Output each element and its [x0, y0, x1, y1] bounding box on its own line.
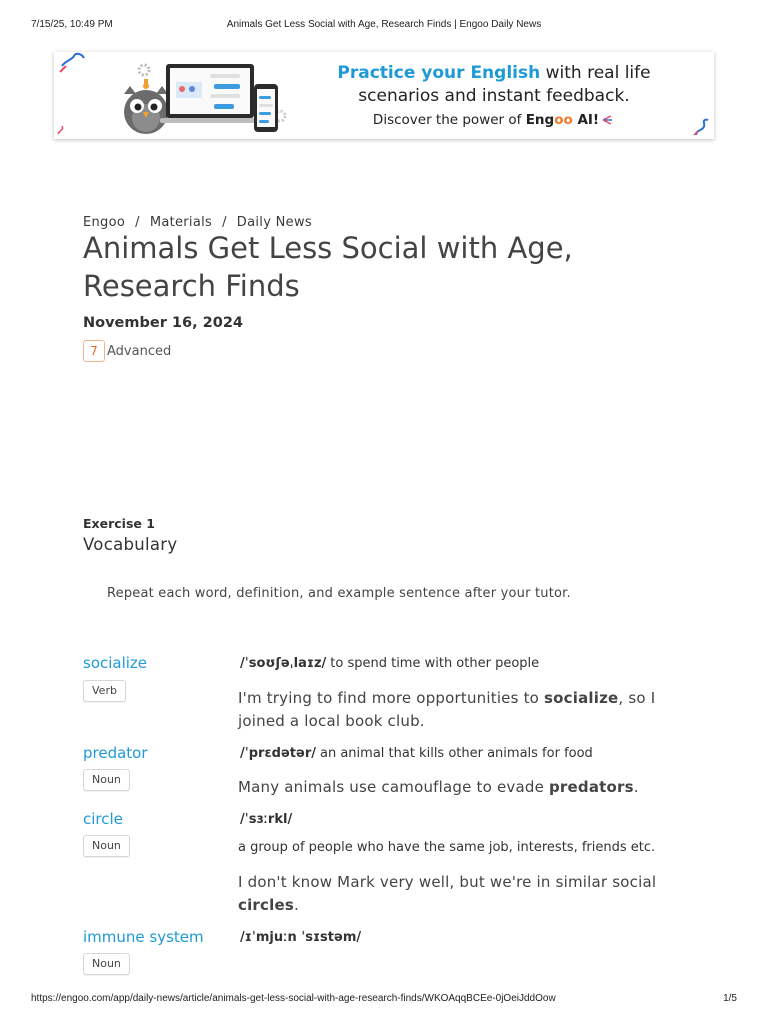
- print-footer: [0, 993, 768, 1007]
- article-date: November 16, 2024: [83, 315, 243, 331]
- exercise-number: Exercise 1: [83, 516, 155, 531]
- part-of-speech-tag: Noun: [83, 835, 130, 857]
- level-number: 7: [83, 340, 105, 362]
- print-document-title: Animals Get Less Social with Age, Research Finds | Engoo Daily News: [226, 19, 542, 30]
- print-header: [0, 19, 768, 33]
- example-keyword: circles: [238, 896, 294, 914]
- squiggle-decoration-icon: [692, 117, 712, 137]
- sparkle-icon: [601, 114, 615, 126]
- engoo-ai-banner[interactable]: [54, 52, 714, 139]
- vocab-word[interactable]: socialize: [83, 654, 148, 672]
- print-url: https://engoo.com/app/daily-news/article/animals-get-less-social-with-age-research-finds/WKOAqqBCEe-0jOeiJddOow: [31, 993, 556, 1004]
- banner-illustration: [54, 52, 314, 139]
- banner-line-1: [304, 62, 684, 85]
- vocab-ipa: /ˈsoʊʃəˌlaɪz/: [240, 656, 327, 671]
- breadcrumb-materials[interactable]: Materials: [149, 215, 213, 230]
- vocab-ipa: /ˈprɛdətər/: [240, 746, 316, 761]
- example-keyword: socialize: [544, 689, 619, 707]
- example-text-after: .: [633, 778, 639, 796]
- vocab-ipa: /ɪˈmjuːn ˈsɪstəm/: [240, 930, 362, 945]
- vocab-ipa: /ˈsɜːrkl/: [240, 812, 293, 827]
- exercise-instruction: Repeat each word, definition, and example sentence after your tutor.: [107, 586, 571, 601]
- banner-line-3: [304, 107, 684, 133]
- vocab-definition: an animal that kills other animals for food: [320, 746, 593, 761]
- vocab-definition: a group of people who have the same job, interests, friends etc.: [238, 840, 656, 855]
- vocab-definition-line: [240, 930, 365, 945]
- banner-line-1-rest: with real life: [540, 63, 651, 83]
- page-number: 1/5: [723, 993, 737, 1004]
- vocab-definition-line: [240, 656, 539, 671]
- vocab-word[interactable]: predator: [83, 744, 148, 762]
- vocab-definition-line: [240, 812, 296, 827]
- example-text-after: .: [293, 896, 299, 914]
- vocab-word[interactable]: immune system: [83, 928, 204, 946]
- print-timestamp: 7/15/25, 10:49 PM: [31, 19, 113, 30]
- level-badge: [83, 340, 171, 362]
- breadcrumb-daily-news[interactable]: Daily News: [236, 215, 312, 230]
- breadcrumb-engoo[interactable]: Engoo: [83, 215, 126, 230]
- vocab-definition: to spend time with other people: [330, 656, 540, 671]
- example-text-before: Many animals use camouflage to evade: [238, 778, 549, 796]
- banner-highlight: Practice your English: [337, 63, 541, 83]
- banner-line-2: scenarios and instant feedback.: [358, 86, 630, 106]
- breadcrumb: [83, 215, 312, 230]
- engoo-brand: [526, 112, 599, 128]
- breadcrumb-separator: /: [222, 215, 227, 230]
- part-of-speech-tag: Verb: [83, 680, 126, 702]
- breadcrumb-separator: /: [135, 215, 140, 230]
- vocab-word[interactable]: circle: [83, 810, 123, 828]
- banner-line-3-prefix: Discover the power of: [372, 112, 526, 128]
- vocab-definition-line: [240, 746, 593, 761]
- part-of-speech-tag: Noun: [83, 769, 130, 791]
- banner-text: [304, 62, 684, 133]
- vocab-example: [238, 687, 678, 733]
- vocab-example: [238, 776, 678, 799]
- example-text-before: I'm trying to find more opportunities to: [238, 689, 545, 707]
- brand-oo: oo: [554, 112, 573, 128]
- vocab-example: [238, 871, 678, 917]
- part-of-speech-tag: Noun: [83, 953, 130, 975]
- page-title: Animals Get Less Social with Age, Research Finds: [83, 231, 573, 303]
- example-text-after: , so I joined a local book club.: [238, 689, 656, 730]
- brand-ai: AI!: [572, 112, 600, 128]
- example-keyword: predators: [548, 778, 634, 796]
- exercise-title: Vocabulary: [83, 535, 178, 554]
- example-text-before: I don't know Mark very well, but we're in similar social: [238, 873, 657, 891]
- brand-eng: Eng: [525, 112, 555, 128]
- level-label: Advanced: [107, 343, 172, 359]
